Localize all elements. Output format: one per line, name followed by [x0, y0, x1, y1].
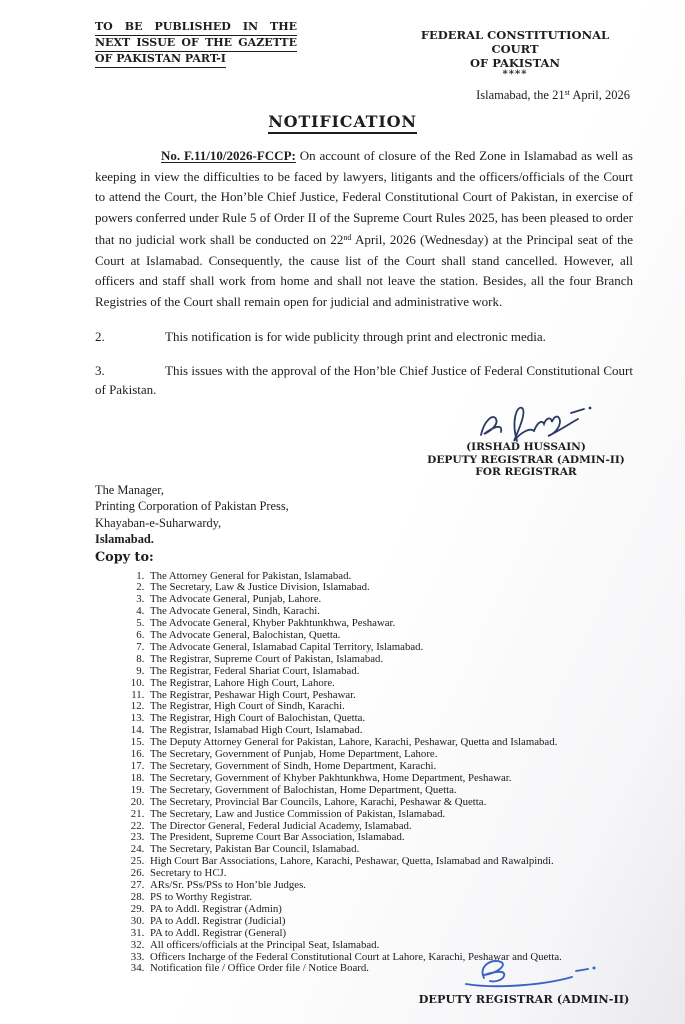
- main-paragraph: [95, 146, 633, 312]
- list-item: 28. PS to Worthy Registrar.: [147, 892, 667, 904]
- signing-officer-block: [411, 399, 641, 479]
- signature-ink-2: [444, 956, 604, 994]
- letterhead-stars: ****: [502, 69, 528, 80]
- document-header: [0, 0, 685, 79]
- addressee-line-1: The Manager,: [95, 482, 164, 497]
- list-item: 22. The Director General, Federal Judicial Academy, Islamabad.: [147, 821, 667, 833]
- list-item: 33. Officers Incharge of the Federal Constitutional Court at Lahore, Karachi, Peshawar and Quetta.: [147, 952, 667, 964]
- paragraph-text-1: On account of closure of the Red Zone in Islamabad as well as keeping in view the difficulties to be faced by lawyers, litigants and the officers/officials of the Court to attend the Court, the Hon’ble Chief Justice, Federal Constitutional Court of Pakistan, in exercise of powers conferred under Rule 5 of Order II of the Supreme Court Rules 2025, has been pleased to order that no judicial work shall be conducted on 22: [95, 148, 633, 247]
- list-item: 16. The Secretary, Government of Punjab, Home Department, Lahore.: [147, 749, 667, 761]
- list-item: 13. The Registrar, High Court of Balochistan, Quetta.: [147, 713, 667, 725]
- list-item: 4. The Advocate General, Sindh, Karachi.: [147, 606, 667, 618]
- list-item: 32. All officers/officials at the Principal Seat, Islamabad.: [147, 940, 667, 952]
- list-item: 29. PA to Addl. Registrar (Admin): [147, 904, 667, 916]
- gazette-line-1: TO BE PUBLISHED IN THE: [95, 20, 297, 36]
- list-item: 24. The Secretary, Pakistan Bar Council, Islamabad.: [147, 844, 667, 856]
- addressee-block: [95, 482, 685, 548]
- paragraph-2-number: 2.: [95, 329, 105, 344]
- list-item: 14. The Registrar, Islamabad High Court, Islamabad.: [147, 725, 667, 737]
- signatory-for: FOR REGISTRAR: [475, 466, 577, 478]
- list-item: 20. The Secretary, Provincial Bar Councils, Lahore, Karachi, Peshawar & Quetta.: [147, 797, 667, 809]
- date-ordinal: nd: [343, 233, 352, 242]
- court-name-line-1: FEDERAL CONSTITUTIONAL COURT: [420, 28, 610, 56]
- paragraph-3: [95, 361, 633, 399]
- gazette-line-2: NEXT ISSUE OF THE GAZETTE: [95, 36, 297, 52]
- list-item: 6. The Advocate General, Balochistan, Quetta.: [147, 630, 667, 642]
- list-item: 8. The Registrar, Supreme Court of Pakistan, Islamabad.: [147, 654, 667, 666]
- paragraph-2: [95, 327, 633, 346]
- signatory-name: (IRSHAD HUSSAIN): [466, 441, 586, 453]
- list-item: 26. Secretary to HCJ.: [147, 868, 667, 880]
- paragraph-3-text: This issues with the approval of the Hon’ble Chief Justice of Federal Constitutional Court of Pakistan.: [95, 363, 633, 397]
- page-title: NOTIFICATION: [268, 112, 417, 134]
- list-item: 17. The Secretary, Government of Sindh, Home Department, Karachi.: [147, 761, 667, 773]
- list-item: 21. The Secretary, Law and Justice Commission of Pakistan, Islamabad.: [147, 809, 667, 821]
- document-body: [95, 146, 633, 399]
- list-item: 15. The Deputy Attorney General for Pakistan, Lahore, Karachi, Peshawar, Quetta and Islamabad.: [147, 737, 667, 749]
- list-item: 11. The Registrar, Peshawar High Court, Peshawar.: [147, 690, 667, 702]
- paragraph-2-text: This notification is for wide publicity through print and electronic media.: [165, 329, 546, 344]
- signature-ink-1: [451, 399, 601, 445]
- gazette-note: [95, 20, 297, 79]
- list-item: 7. The Advocate General, Islamabad Capital Territory, Islamabad.: [147, 642, 667, 654]
- list-item: 30. PA to Addl. Registrar (Judicial): [147, 916, 667, 928]
- list-item: 9. The Registrar, Federal Shariat Court, Islamabad.: [147, 666, 667, 678]
- list-item: 27. ARs/Sr. PSs/PSs to Hon’ble Judges.: [147, 880, 667, 892]
- copy-to-list: [95, 571, 667, 976]
- signatory-title: DEPUTY REGISTRAR (ADMIN-II): [427, 453, 625, 466]
- dateline-suffix: April, 2026: [569, 88, 630, 102]
- list-item: 2. The Secretary, Law & Justice Division, Islamabad.: [147, 582, 667, 594]
- copy-to-label: Copy to:: [95, 549, 154, 565]
- addressee-line-2: Printing Corporation of Pakistan Press,: [95, 499, 289, 513]
- list-item: 3. The Advocate General, Punjab, Lahore.: [147, 594, 667, 606]
- list-item: 1. The Attorney General for Pakistan, Islamabad.: [147, 571, 667, 583]
- dateline-ordinal: st: [564, 88, 570, 97]
- addressee-line-4: Islamabad.: [95, 532, 154, 546]
- list-item: 18. The Secretary, Government of Khyber Pakhtunkhwa, Home Department, Peshawar.: [147, 773, 667, 785]
- court-letterhead: [397, 20, 633, 79]
- reference-number: No. F.11/10/2026-FCCP:: [161, 148, 296, 163]
- paragraph-3-number: 3.: [95, 363, 105, 378]
- list-item: 34. Notification file / Office Order file / Notice Board.: [147, 963, 667, 975]
- paragraph-text-2: April, 2026 (Wednesday) at the Principal seat of the Court at Islamabad. Consequently, the cause list of the Court shall stand cancelled. However, all officers and staff shall work from home and shall not leave the station. Besides, all the four Branch Registries of the Court shall remain open for judicial and administrative work.: [95, 232, 633, 309]
- bottom-signature-block: [409, 956, 639, 1006]
- title-row: [0, 112, 685, 134]
- addressee-line-3: Khayaban-e-Suharwardy,: [95, 515, 222, 530]
- list-item: 23. The President, Supreme Court Bar Association, Islamabad.: [147, 832, 667, 844]
- court-name-line-2: OF PAKISTAN: [470, 56, 560, 70]
- copy-to-items: [95, 571, 667, 976]
- list-item: 31. PA to Addl. Registrar (General): [147, 928, 667, 940]
- list-item: 25. High Court Bar Associations, Lahore, Karachi, Peshawar, Quetta, Islamabad and Rawalpindi.: [147, 856, 667, 868]
- list-item: 10. The Registrar, Lahore High Court, Lahore.: [147, 678, 667, 690]
- list-item: 5. The Advocate General, Khyber Pakhtunkhwa, Peshawar.: [147, 618, 667, 630]
- list-item: 19. The Secretary, Government of Balochistan, Home Department, Quetta.: [147, 785, 667, 797]
- dateline: [0, 88, 685, 103]
- bottom-signatory-title: DEPUTY REGISTRAR (ADMIN-II): [418, 992, 630, 1006]
- list-item: 12. The Registrar, High Court of Sindh, Karachi.: [147, 701, 667, 713]
- dateline-text: Islamabad, the 21: [476, 88, 565, 102]
- gazette-line-3: OF PAKISTAN PART-I: [95, 52, 226, 68]
